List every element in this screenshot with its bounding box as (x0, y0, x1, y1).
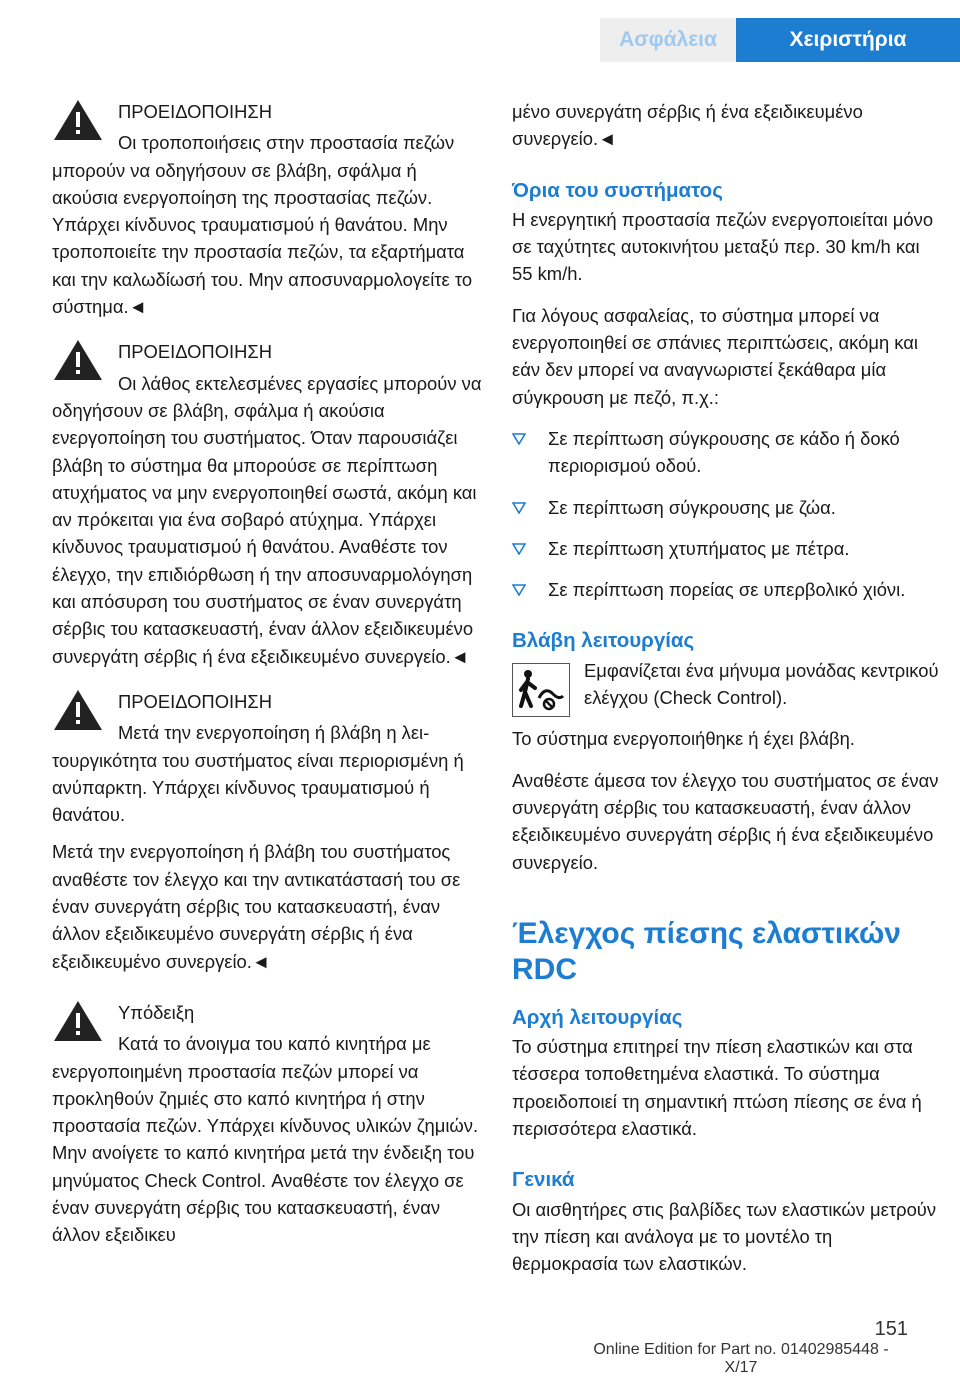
list-item-text: Σε περίπτωση πορείας σε υπερβολικό χιόνι. (548, 579, 906, 601)
warning-triangle-icon (52, 338, 104, 382)
warning-heading: ΠΡΟΕΙΔΟΠΟΙΗΣΗ (118, 690, 273, 712)
section-heading-limits: Όρια του συστήματος (512, 178, 723, 202)
warning-text: Μετά την ενεργοποίηση ή βλάβη η λειτουργικότητα του συστήματος είναι περιορισμένη ή ανύπαρκτη. Υπάρχει κίνδυνος τραυματισμού ή θανάτου. (52, 722, 464, 826)
list-item-text: Σε περίπτωση σύγκρουσης σε κάδο ή δοκό περιορισμού οδού. (548, 427, 900, 477)
warning-triangle-icon (52, 98, 104, 142)
bullet-triangle-icon (512, 433, 526, 445)
warning-heading: ΠΡΟΕΙΔΟΠΟΙΗΣΗ (118, 101, 273, 122)
list-item (512, 494, 942, 521)
note-block (52, 999, 482, 1249)
list-item-text: Σε περίπτωση σύγκρουσης με ζώα. (548, 496, 836, 518)
bullet-triangle-icon (512, 543, 526, 555)
tab-controls[interactable]: Χειριστήρια (736, 18, 960, 62)
bullet-triangle-icon (512, 584, 526, 596)
warning-triangle-icon (52, 688, 104, 732)
warning-text-continued: Μετά την ενεργοποίηση ή βλάβη του συστήματος αναθέστε τον έλεγχο και την αντικατάστασή του σε έναν συνεργάτη σέρβις του κατασκευαστή, έναν άλλον εξειδικευμένο συνεργάτη σέρβις ή ένα εξειδικευμένο συνεργείο.◄ (52, 841, 461, 972)
edition-footer: Online Edition for Part no. 01402985448 - X/17 (593, 1341, 889, 1376)
paragraph: Αναθέστε άμεσα τον έλεγχο του συστήματος σε έναν συνεργάτη σέρβις του κατασκευαστή, έναν άλλον εξειδικευμένο συνεργάτη σέρβις ή ένα εξειδικευμένο συνεργείο. (512, 769, 939, 873)
note-text: Κατά το άνοιγμα του καπό κινητήρα με ενεργοποιημένη προστασία πεζών μπορεί να προκληθούν ζημιές στο καπό κινητήρα ή στην προστασία πεζών. Υπάρχει κίνδυνος υλικών ζημιών. Μην ανοίγετε το καπό κινητήρα μετά την ένδειξη του μηνύματος Check Control. Αναθέστε τον έλεγχο σε έναν συνεργάτη σέρβις του κατασκευαστή, έναν άλλον εξειδικευ (52, 1033, 479, 1246)
warning-block (52, 338, 482, 670)
list-item (512, 535, 942, 562)
fault-message-block (512, 657, 942, 767)
paragraph: Η ενεργητική προστασία πεζών ενεργοποιείται μόνο σε ταχύτητες αυτοκινήτου μεταξύ περ. 30 km/h και 55 km/h. (512, 208, 934, 285)
warning-text: Οι τροποποιήσεις στην προστασία πεζών μπορούν να οδηγήσουν σε βλάβη, σφάλμα ή ακούσια ενεργοποίηση της προστασίας πεζών. Υπάρχει κίνδυνος τραυματισμού ή θανάτου. Μην τροποποιείτε την προστασία πεζών, τα εξαρτήματα και την καλωδίωσή του. Μην αποσυναρμολογείτε το σύστημα.◄ (52, 132, 473, 318)
page-number: 151 (874, 1318, 908, 1340)
warning-text: Οι λάθος εκτελεσμένες εργασίες μπορούν να οδηγήσουν σε βλάβη, σφάλμα ή ακούσια ενεργοποίηση του συστήματος. Όταν παρουσιάζει βλάβη το σύστημα θα μπορούσε σε περίπτωση ατυχήματος να μην ενεργοποιηθεί σωστά, ακόμη και αν πρόκειται για ένα σοβαρό ατύχημα. Υπάρχει κίνδυνος τραυματισμού ή θανάτου. Αναθέστε τον έλεγχο, την επιδιόρθωση ή την αποσυναρμολόγηση και απόσυρση του συστήματος σε έναν συνεργάτη σέρβις του κατασκευαστή, έναν άλλον εξειδικευμένο συνεργάτη σέρβις ή ένα εξειδικευμένο συνεργείο.◄ (52, 372, 482, 667)
warning-block (52, 688, 482, 828)
continued-text: μένο συνεργάτη σέρβις ή ένα εξειδικευμένο συνεργείο.◄ (512, 101, 863, 150)
tab-safety[interactable]: Ασφάλεια (600, 18, 736, 62)
paragraph: Το σύστημα ενεργοποιήθηκε ή έχει βλάβη. (512, 728, 855, 750)
pedestrian-protection-icon (512, 663, 570, 717)
warning-block (52, 98, 482, 320)
right-column (512, 98, 942, 1292)
list-item (512, 576, 942, 603)
left-column (52, 98, 482, 1267)
warning-heading: ΠΡΟΕΙΔΟΠΟΙΗΣΗ (118, 341, 273, 363)
paragraph: Για λόγους ασφαλείας, το σύστημα μπορεί να ενεργοποιηθεί σε σπάνιες περιπτώσεις, ακόμη και εάν δεν μπορεί να αναγνωριστεί ξεκάθαρα μία σύγκρουση με πεζό, π.χ.: (512, 304, 918, 408)
chapter-heading-rdc: Έλεγχος πίεσης ελαστικών RDC (512, 916, 901, 986)
list-item-text: Σε περίπτωση χτυπήματος με πέτρα. (548, 537, 850, 559)
section-heading-general: Γενικά (512, 1168, 575, 1192)
note-heading: Υπόδειξη (118, 1001, 195, 1023)
paragraph: Εμφανίζεται ένα μήνυμα μονάδας κεντρικού ελέγχου (Check Control). (584, 659, 939, 709)
section-heading-fault: Βλάβη λειτουργίας (512, 629, 695, 653)
bullet-triangle-icon (512, 502, 526, 514)
paragraph: Το σύστημα επιτηρεί την πίεση ελαστικών και στα τέσσερα τοποθετημένα ελαστικά. Το σύστημα προειδοποιεί τη σημαντική πτώση πίεσης σε ένα ή περισσότερα ελαστικά. (512, 1036, 922, 1140)
bullet-list (512, 425, 942, 603)
paragraph: Οι αισθητήρες στις βαλβίδες των ελαστικών μετρούν την πίεση και ανάλογα με το μοντέλο τη θερμοκρασία των ελαστικών. (512, 1198, 937, 1275)
list-item (512, 425, 942, 480)
section-heading-principle: Αρχή λειτουργίας (512, 1005, 683, 1029)
page-header (0, 0, 960, 62)
warning-triangle-icon (52, 999, 104, 1043)
